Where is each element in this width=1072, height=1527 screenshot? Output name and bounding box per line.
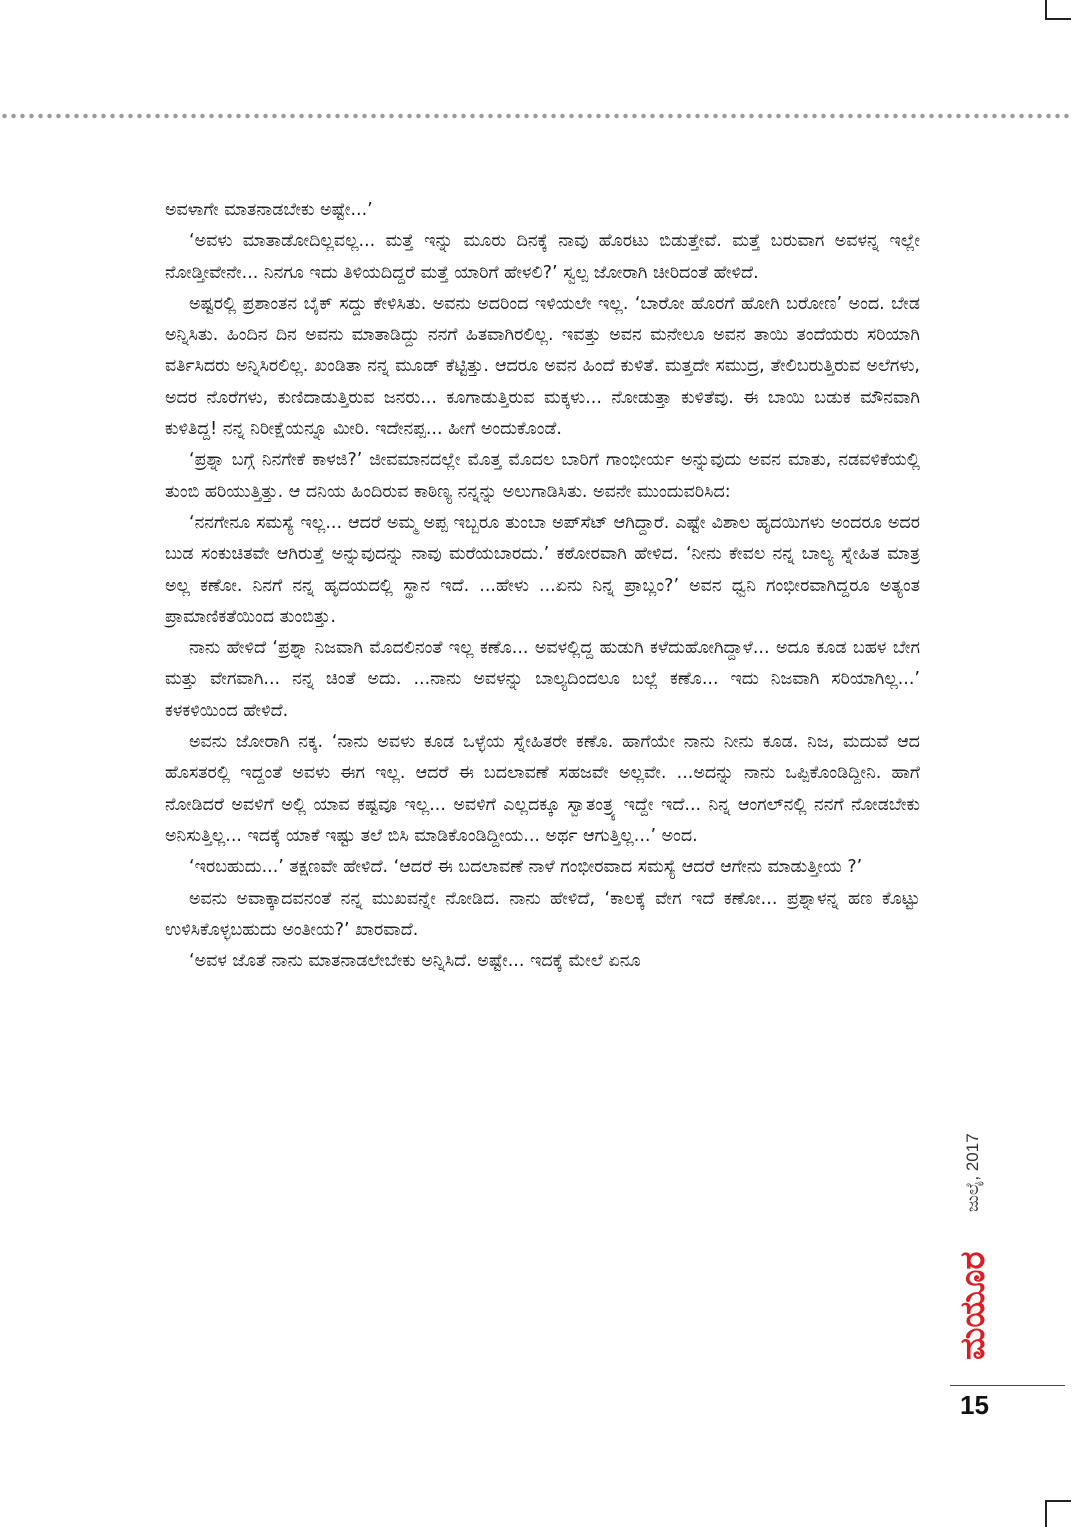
magazine-name: ಮಯೂರ	[953, 1251, 993, 1360]
paragraph: ಅವನು ಅವಾಕ್ಕಾದವನಂತೆ ನನ್ನ ಮುಖವನ್ನೇ ನೋಡಿದ. ನಾನು ಹೇಳಿದೆ, ‘ಕಾಲಕ್ಕೆ ವೇಗ ಇದೆ ಕಣೋ... ಪ್ರಶ್ನಾಳನ್ನ ಹಣ ಕೊಟ್ಟು ಉಳಿಸಿಕೊಳ್ಳಬಹುದು ಅಂತೀಯ?’ ಖಾರವಾದೆ.	[165, 888, 920, 940]
paragraph: ‘ಇರಬಹುದು...’ ತಕ್ಷಣವೇ ಹೇಳಿದೆ. ‘ಆದರೆ ಈ ಬದಲಾವಣೆ ನಾಳೆ ಗಂಭೀರವಾದ ಸಮಸ್ಯೆ ಆದರೆ ಆಗೇನು ಮಾಡುತ್ತೀಯ ?’	[189, 857, 863, 878]
paragraph: ‘ಪ್ರಶ್ನಾ ಬಗ್ಗೆ ನಿನಗೇಕೆ ಕಾಳಜಿ?’ ಜೀವಮಾನದಲ್ಲೇ ಮೊತ್ತ ಮೊದಲ ಬಾರಿಗೆ ಗಾಂಭೀರ್ಯ ಅನ್ನುವುದು ಅವನ ಮಾತು, ನಡವಳಿಕೆಯಲ್ಲಿ ತುಂಬಿ ಹರಿಯುತ್ತಿತ್ತು. ಆ ದನಿಯ ಹಿಂದಿರುವ ಕಾಠಿಣ್ಯ ನನ್ನನ್ನು ಅಲುಗಾಡಿಸಿತು. ಅವನೇ ಮುಂದುವರಿಸಿದ:	[165, 450, 920, 502]
paragraph: ಅಷ್ಟರಲ್ಲಿ ಪ್ರಶಾಂತನ ಬೈಕ್ ಸದ್ದು ಕೇಳಿಸಿತು. ಅವನು ಅದರಿಂದ ಇಳಿಯಲೇ ಇಲ್ಲ. ‘ಬಾರೋ ಹೊರಗೆ ಹೋಗಿ ಬರೋಣ’ ಅಂದ. ಬೇಡ ಅನ್ನಿಸಿತು. ಹಿಂದಿನ ದಿನ ಅವನು ಮಾತಾಡಿದ್ದು ನನಗೆ ಹಿತವಾಗಿರಲಿಲ್ಲ. ಇವತ್ತು ಅವನ ಮನೇಲೂ ಅವನ ತಾಯಿ ತಂದೆಯರು ಸರಿಯಾಗಿ ವರ್ತಿಸಿದರು ಅನ್ನಿಸಿರಲಿಲ್ಲ. ಖಂಡಿತಾ ನನ್ನ ಮೂಡ್ ಕೆಟ್ಟಿತ್ತು. ಆದರೂ ಅವನ ಹಿಂದೆ ಕುಳಿತೆ. ಮತ್ತದೇ ಸಮುದ್ರ, ತೇಲಿಬರುತ್ತಿರುವ ಅಲೆಗಳು, ಅದರ ನೊರೆಗಳು, ಕುಣಿದಾಡುತ್ತಿರುವ ಜನರು... ಕೂಗಾಡುತ್ತಿರುವ ಮಕ್ಕಳು... ನೋಡುತ್ತಾ ಕುಳಿತೆವು. ಈ ಬಾಯಿ ಬಡುಕ ಮೌನವಾಗಿ ಕುಳಿತಿದ್ದ! ನನ್ನ ನಿರೀಕ್ಷೆಯನ್ನೂ ಮೀರಿ. ಇದೇನಪ್ಪ... ಹೀಗೆ ಅಂದುಕೊಂಡೆ.	[165, 293, 920, 440]
paragraph: ‘ಅವಳ ಜೊತೆ ನಾನು ಮಾತನಾಡಲೇಬೇಕು ಅನ್ನಿಸಿದೆ. ಅಷ್ಟೇ... ಇದಕ್ಕೆ ಮೇಲೆ ಏನೂ	[189, 951, 641, 972]
paragraph: ಅವನು ಜೋರಾಗಿ ನಕ್ಕ. ‘ನಾನು ಅವಳು ಕೂಡ ಒಳ್ಳೆಯ ಸ್ನೇಹಿತರೇ ಕಣೊ. ಹಾಗೆಯೇ ನಾನು ನೀನು ಕೂಡ. ನಿಜ, ಮದುವೆ ಆದ ಹೊಸತರಲ್ಲಿ ಇದ್ದಂತೆ ಅವಳು ಈಗ ಇಲ್ಲ. ಆದರೆ ಈ ಬದಲಾವಣೆ ಸಹಜವೇ ಅಲ್ಲವೇ. ...ಅದನ್ನು ನಾನು ಒಪ್ಪಿಕೊಂಡಿದ್ದೀನಿ. ಹಾಗೆ ನೋಡಿದರೆ ಅವಳಿಗೆ ಅಲ್ಲಿ ಯಾವ ಕಷ್ಟವೂ ಇಲ್ಲ... ಅವಳಿಗೆ ಎಲ್ಲದಕ್ಕೂ ಸ್ವಾತಂತ್ರ್ಯ ಇದ್ದೇ ಇದೆ... ನಿನ್ನ ಆಂಗಲ್‌ನಲ್ಲಿ ನನಗೆ ನೋಡಬೇಕು ಅನಿಸುತ್ತಿಲ್ಲ... ಇದಕ್ಕೆ ಯಾಕೆ ಇಷ್ಟು ತಲೆ ಬಿಸಿ ಮಾಡಿಕೊಂಡಿದ್ದೀಯ... ಅರ್ಥ ಆಗುತ್ತಿಲ್ಲ...’ ಅಂದ.	[165, 732, 920, 846]
article-body	[165, 195, 920, 977]
paragraph: ‘ಅವಳು ಮಾತಾಡೋದಿಲ್ಲವಲ್ಲ... ಮತ್ತೆ ಇನ್ನು ಮೂರು ದಿನಕ್ಕೆ ನಾವು ಹೊರಟು ಬಿಡುತ್ತೇವೆ. ಮತ್ತೆ ಬರುವಾಗ ಅವಳನ್ನ ಇಲ್ಲೇ ನೋಡ್ತೀವೇನೇ... ನಿನಗೂ ಇದು ತಿಳಿಯದಿದ್ದರೆ ಮತ್ತೆ ಯಾರಿಗೆ ಹೇಳಲಿ?’ ಸ್ವಲ್ಪ ಜೋರಾಗಿ ಚೀರಿದಂತೆ ಹೇಳಿದೆ.	[165, 231, 920, 283]
magazine-masthead	[952, 1210, 1022, 1390]
paragraph: ‘ನನಗೇನೂ ಸಮಸ್ಯೆ ಇಲ್ಲ... ಆದರೆ ಅಮ್ಮ ಅಪ್ಪ ಇಬ್ಬರೂ ತುಂಬಾ ಅಪ್‌ಸೆಟ್ ಆಗಿದ್ದಾರೆ. ಎಷ್ಟೇ ವಿಶಾಲ ಹೃದಯಿಗಳು ಅಂದರೂ ಅದರ ಬುಡ ಸಂಕುಚಿತವೇ ಆಗಿರುತ್ತೆ ಅನ್ನುವುದನ್ನು ನಾವು ಮರೆಯಬಾರದು.’ ಕಠೋರವಾಗಿ ಹೇಳಿದ. ‘ನೀನು ಕೇವಲ ನನ್ನ ಬಾಲ್ಯ ಸ್ನೇಹಿತ ಮಾತ್ರ ಅಲ್ಲ ಕಣೋ. ನಿನಗೆ ನನ್ನ ಹೃದಯದಲ್ಲಿ ಸ್ಥಾನ ಇದೆ. ...ಹೇಳು ...ಏನು ನಿನ್ನ ಪ್ರಾಬ್ಲಂ?’ ಅವನ ಧ್ವನಿ ಗಂಭೀರವಾಗಿದ್ದರೂ ಅತ್ಯಂತ ಪ್ರಾಮಾಣಿಕತೆಯಿಂದ ತುಂಬಿತ್ತು.	[165, 512, 920, 627]
paragraph-continued: ಅವಳಾಗೇ ಮಾತನಾಡಬೇಕು ಅಷ್ಟೇ...’	[165, 200, 373, 220]
dotted-divider	[0, 112, 1072, 120]
crop-mark-top	[1045, 0, 1071, 20]
issue-date-text: ಜುಲೈ, 2017	[963, 1133, 982, 1212]
crop-mark-bottom	[1045, 1500, 1071, 1527]
page-number: 15	[960, 1390, 989, 1420]
paragraph: ನಾನು ಹೇಳಿದೆ ‘ಪ್ರಶ್ನಾ ನಿಜವಾಗಿ ಮೊದಲಿನಂತೆ ಇಲ್ಲ ಕಣೊ... ಅವಳಲ್ಲಿದ್ದ ಹುಡುಗಿ ಕಳೆದುಹೋಗಿದ್ದಾಳೆ... ಅದೂ ಕೂಡ ಬಹಳ ಬೇಗ ಮತ್ತು ವೇಗವಾಗಿ... ನನ್ನ ಚಿಂತೆ ಅದು. ...ನಾನು ಅವಳನ್ನು ಬಾಲ್ಯದಿಂದಲೂ ಬಲ್ಲೆ ಕಣೊ... ಇದು ನಿಜವಾಗಿ ಸರಿಯಾಗಿಲ್ಲ...’ ಕಳಕಳಿಯಿಂದ ಹೇಳಿದೆ.	[165, 638, 920, 721]
footer-rule	[950, 1385, 1065, 1386]
